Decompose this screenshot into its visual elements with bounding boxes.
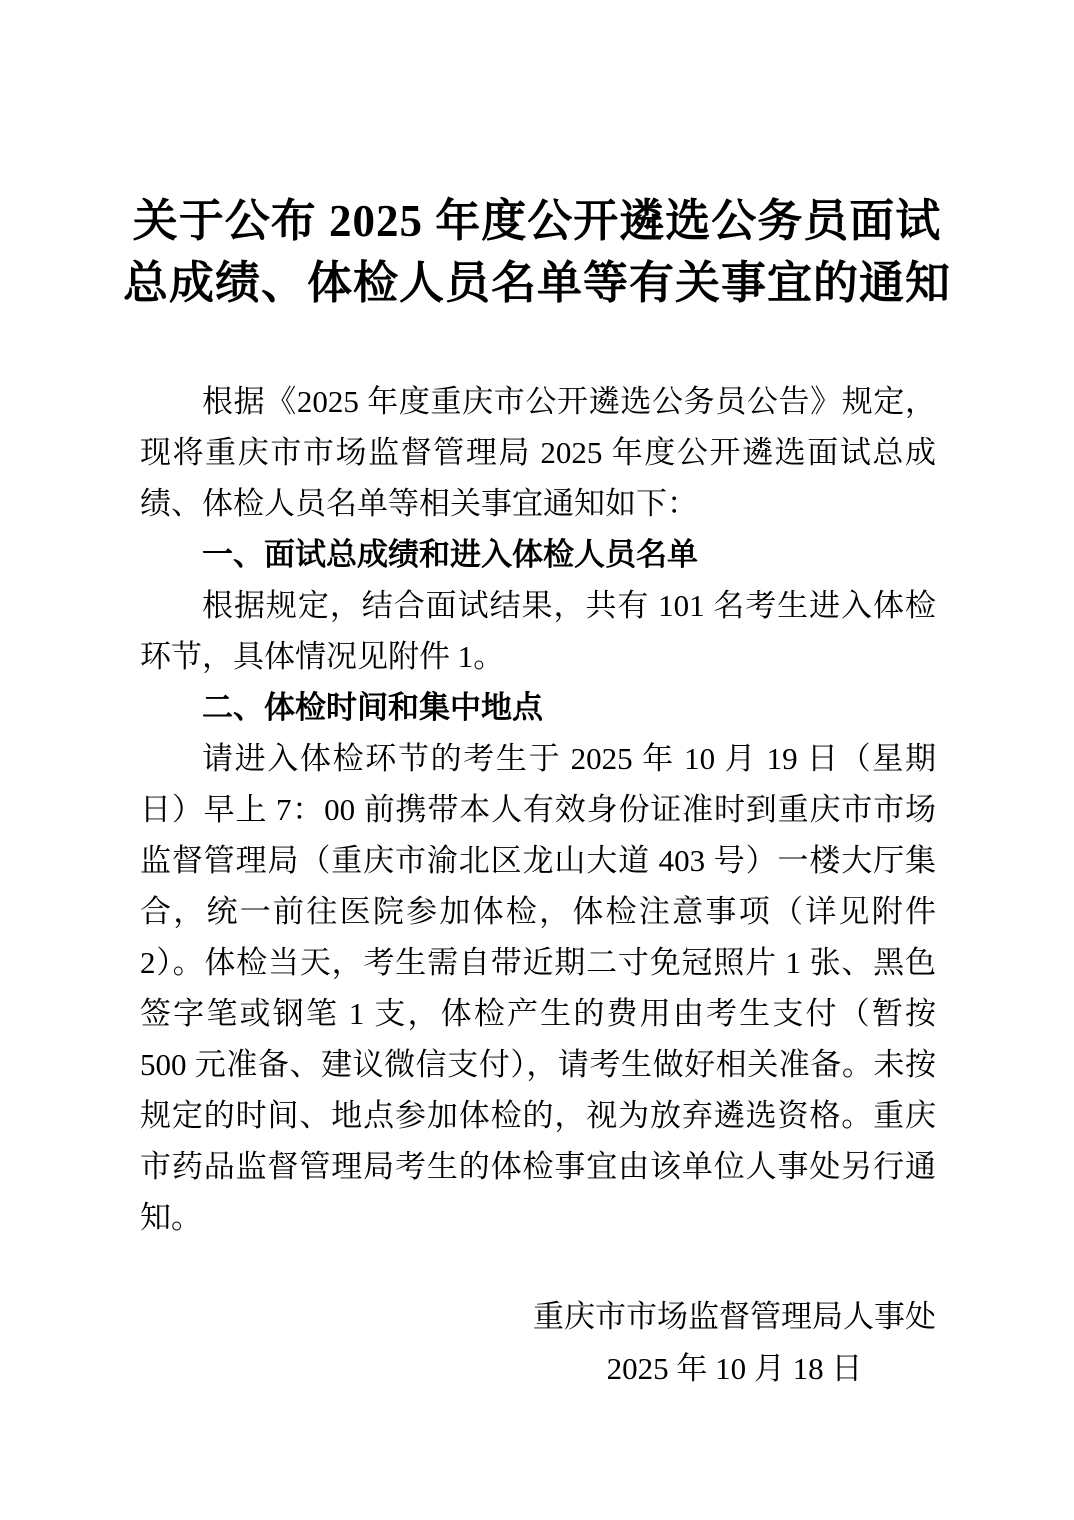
section-2-heading: 二、体检时间和集中地点 bbox=[202, 690, 543, 725]
section-2-paragraph: 请进入体检环节的考生于 2025 年 10 月 19 日（星期日）早上 7：00 前携带本人有效身份证准时到重庆市市场监督管理局（重庆市渝北区龙山大道 403 号）一楼大厅集合，统一前往医院参加体检，体检注意事项（详见附件 2）。体检当天，考生需自带近期二寸免冠照片 1 张、黑色签字笔或钢笔 1 支，体检产生的费用由考生支付（暂按 500 元准备、建议微信支付），请考生做好相关准备。未按规定的时间、地点参加体检的，视为放弃遴选资格。重庆市药品监督管理局考生的体检事宜由该单位人事处另行通知。 bbox=[140, 741, 936, 1235]
signature-inner bbox=[533, 1291, 936, 1395]
notice-body bbox=[140, 376, 936, 1243]
notice-title-line2: 总成绩、体检人员名单等有关事宜的通知 bbox=[122, 258, 951, 308]
signature-organization: 重庆市市场监督管理局人事处 bbox=[533, 1299, 936, 1334]
signature-block bbox=[140, 1291, 936, 1395]
notice-title bbox=[0, 0, 1074, 314]
notice-title-line1: 关于公布 2025 年度公开遴选公务员面试 bbox=[132, 196, 942, 246]
intro-paragraph: 根据《2025 年度重庆市公开遴选公务员公告》规定，现将重庆市市场监督管理局 2025 年度公开遴选面试总成绩、体检人员名单等相关事宜通知如下： bbox=[140, 384, 936, 521]
signature-date: 2025 年 10 月 18 日 bbox=[606, 1351, 863, 1386]
section-1-heading: 一、面试总成绩和进入体检人员名单 bbox=[202, 537, 698, 572]
section-1-paragraph: 根据规定，结合面试结果，共有 101 名考生进入体检环节，具体情况见附件 1。 bbox=[140, 588, 936, 674]
